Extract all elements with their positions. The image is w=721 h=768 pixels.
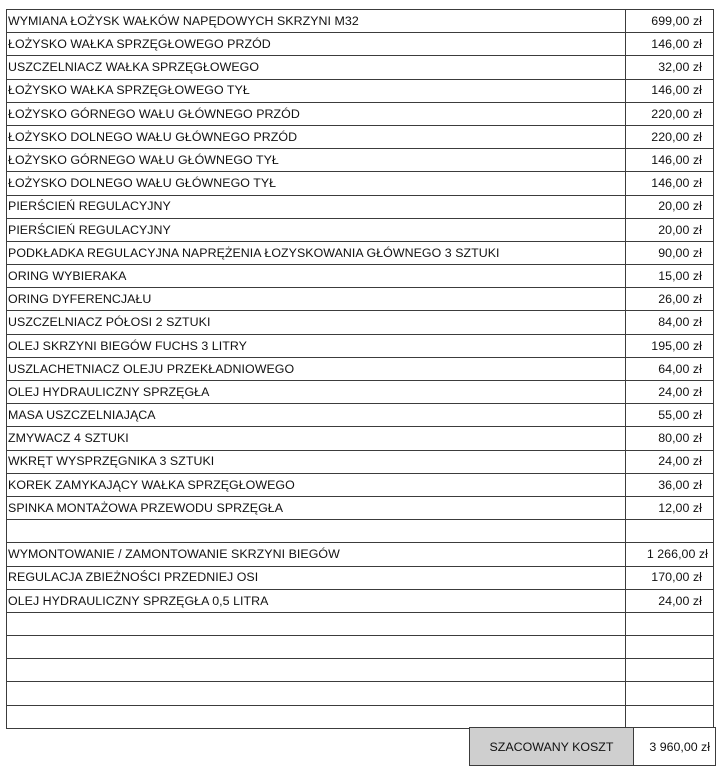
- item-price-cell: 36,00 zł: [626, 473, 714, 496]
- item-name-cell: ORING WYBIERAKA: [7, 265, 626, 288]
- item-name-cell: WYMONTOWANIE / ZAMONTOWANIE SKRZYNI BIEGÓW: [7, 543, 626, 566]
- table-row: [7, 404, 714, 427]
- item-price-cell: 32,00 zł: [626, 56, 714, 79]
- item-price-cell: 146,00 zł: [626, 149, 714, 172]
- table-row: [7, 311, 714, 334]
- item-price-cell: 24,00 zł: [626, 381, 714, 404]
- table-row: [7, 636, 714, 659]
- item-price-cell: 24,00 zł: [626, 589, 714, 612]
- item-name-cell: OLEJ HYDRAULICZNY SPRZĘGŁA 0,5 LITRA: [7, 589, 626, 612]
- item-price-cell: 24,00 zł: [626, 450, 714, 473]
- table-row: [7, 705, 714, 728]
- table-row: [7, 102, 714, 125]
- item-name-cell: [7, 682, 626, 705]
- table-row: [7, 357, 714, 380]
- item-price-cell: 146,00 zł: [626, 172, 714, 195]
- item-name-cell: USZCZELNIACZ PÓŁOSI 2 SZTUKI: [7, 311, 626, 334]
- item-name-cell: ŁOŻYSKO GÓRNEGO WAŁU GŁÓWNEGO TYŁ: [7, 149, 626, 172]
- item-name-cell: PIERŚCIEŃ REGULACYJNY: [7, 195, 626, 218]
- item-name-cell: SPINKA MONTAŻOWA PRZEWODU SPRZĘGŁA: [7, 496, 626, 519]
- estimated-cost-label: SZACOWANY KOSZT: [470, 728, 634, 766]
- table-row: [7, 566, 714, 589]
- item-name-cell: WKRĘT WYSPRZĘGNIKA 3 SZTUKI: [7, 450, 626, 473]
- item-price-cell: 195,00 zł: [626, 334, 714, 357]
- item-name-cell: ŁOŻYSKO WAŁKA SPRZĘGŁOWEGO TYŁ: [7, 79, 626, 102]
- table-row: [7, 659, 714, 682]
- item-price-cell: [626, 636, 714, 659]
- item-price-cell: 26,00 zł: [626, 288, 714, 311]
- table-row: [7, 496, 714, 519]
- table-row: [7, 265, 714, 288]
- item-name-cell: [7, 705, 626, 728]
- item-name-cell: OLEJ SKRZYNI BIEGÓW FUCHS 3 LITRY: [7, 334, 626, 357]
- table-row: [7, 589, 714, 612]
- cost-items-body: [7, 10, 714, 729]
- table-row: [7, 125, 714, 148]
- table-row: [7, 79, 714, 102]
- table-row: [7, 473, 714, 496]
- item-price-cell: 90,00 zł: [626, 241, 714, 264]
- item-price-cell: 64,00 zł: [626, 357, 714, 380]
- item-name-cell: ZMYWACZ 4 SZTUKI: [7, 427, 626, 450]
- table-row: [7, 381, 714, 404]
- table-row: [7, 288, 714, 311]
- table-row: [7, 149, 714, 172]
- cost-items-table: [6, 9, 714, 729]
- table-row: [7, 218, 714, 241]
- item-price-cell: 55,00 zł: [626, 404, 714, 427]
- item-name-cell: REGULACJA ZBIEŻNOŚCI PRZEDNIEJ OSI: [7, 566, 626, 589]
- item-name-cell: MASA USZCZELNIAJĄCA: [7, 404, 626, 427]
- item-price-cell: 699,00 zł: [626, 10, 714, 33]
- item-name-cell: OLEJ HYDRAULICZNY SPRZĘGŁA: [7, 381, 626, 404]
- item-price-cell: [626, 520, 714, 543]
- table-row: [7, 172, 714, 195]
- item-price-cell: [626, 705, 714, 728]
- item-name-cell: PIERŚCIEŃ REGULACYJNY: [7, 218, 626, 241]
- table-row: [7, 427, 714, 450]
- item-name-cell: KOREK ZAMYKAJĄCY WAŁKA SPRZĘGŁOWEGO: [7, 473, 626, 496]
- item-price-cell: 220,00 zł: [626, 102, 714, 125]
- item-price-cell: 84,00 zł: [626, 311, 714, 334]
- summary-row: [470, 728, 716, 766]
- item-name-cell: WYMIANA ŁOŻYSK WAŁKÓW NAPĘDOWYCH SKRZYNI M32: [7, 10, 626, 33]
- item-name-cell: [7, 612, 626, 635]
- item-price-cell: 220,00 zł: [626, 125, 714, 148]
- item-name-cell: [7, 520, 626, 543]
- table-row: [7, 241, 714, 264]
- item-price-cell: [626, 682, 714, 705]
- table-row: [7, 33, 714, 56]
- table-row: [7, 682, 714, 705]
- table-row: [7, 10, 714, 33]
- item-name-cell: ŁOŻYSKO DOLNEGO WAŁU GŁÓWNEGO PRZÓD: [7, 125, 626, 148]
- item-price-cell: 170,00 zł: [626, 566, 714, 589]
- item-name-cell: [7, 659, 626, 682]
- item-name-cell: ORING DYFERENCJAŁU: [7, 288, 626, 311]
- table-row: [7, 334, 714, 357]
- item-name-cell: ŁOŻYSKO WAŁKA SPRZĘGŁOWEGO PRZÓD: [7, 33, 626, 56]
- item-price-cell: 15,00 zł: [626, 265, 714, 288]
- table-row: [7, 612, 714, 635]
- item-price-cell: 146,00 zł: [626, 79, 714, 102]
- item-name-cell: USZCZELNIACZ WAŁKA SPRZĘGŁOWEGO: [7, 56, 626, 79]
- estimated-cost-value: 3 960,00 zł: [634, 728, 716, 766]
- item-price-cell: [626, 659, 714, 682]
- table-row: [7, 450, 714, 473]
- table-row: [7, 543, 714, 566]
- table-row: [7, 56, 714, 79]
- item-price-cell: 146,00 zł: [626, 33, 714, 56]
- item-name-cell: USZLACHETNIACZ OLEJU PRZEKŁADNIOWEGO: [7, 357, 626, 380]
- item-price-cell: 80,00 zł: [626, 427, 714, 450]
- item-price-cell: 1 266,00 zł: [626, 543, 714, 566]
- item-price-cell: 12,00 zł: [626, 496, 714, 519]
- item-name-cell: PODKŁADKA REGULACYJNA NAPRĘŻENIA ŁOZYSKOWANIA GŁÓWNEGO 3 SZTUKI: [7, 241, 626, 264]
- item-price-cell: 20,00 zł: [626, 195, 714, 218]
- item-price-cell: [626, 612, 714, 635]
- table-row: [7, 195, 714, 218]
- item-name-cell: [7, 636, 626, 659]
- estimated-cost-summary: [469, 727, 716, 766]
- item-name-cell: ŁOŻYSKO DOLNEGO WAŁU GŁÓWNEGO TYŁ: [7, 172, 626, 195]
- item-price-cell: 20,00 zł: [626, 218, 714, 241]
- table-row: [7, 520, 714, 543]
- item-name-cell: ŁOŻYSKO GÓRNEGO WAŁU GŁÓWNEGO PRZÓD: [7, 102, 626, 125]
